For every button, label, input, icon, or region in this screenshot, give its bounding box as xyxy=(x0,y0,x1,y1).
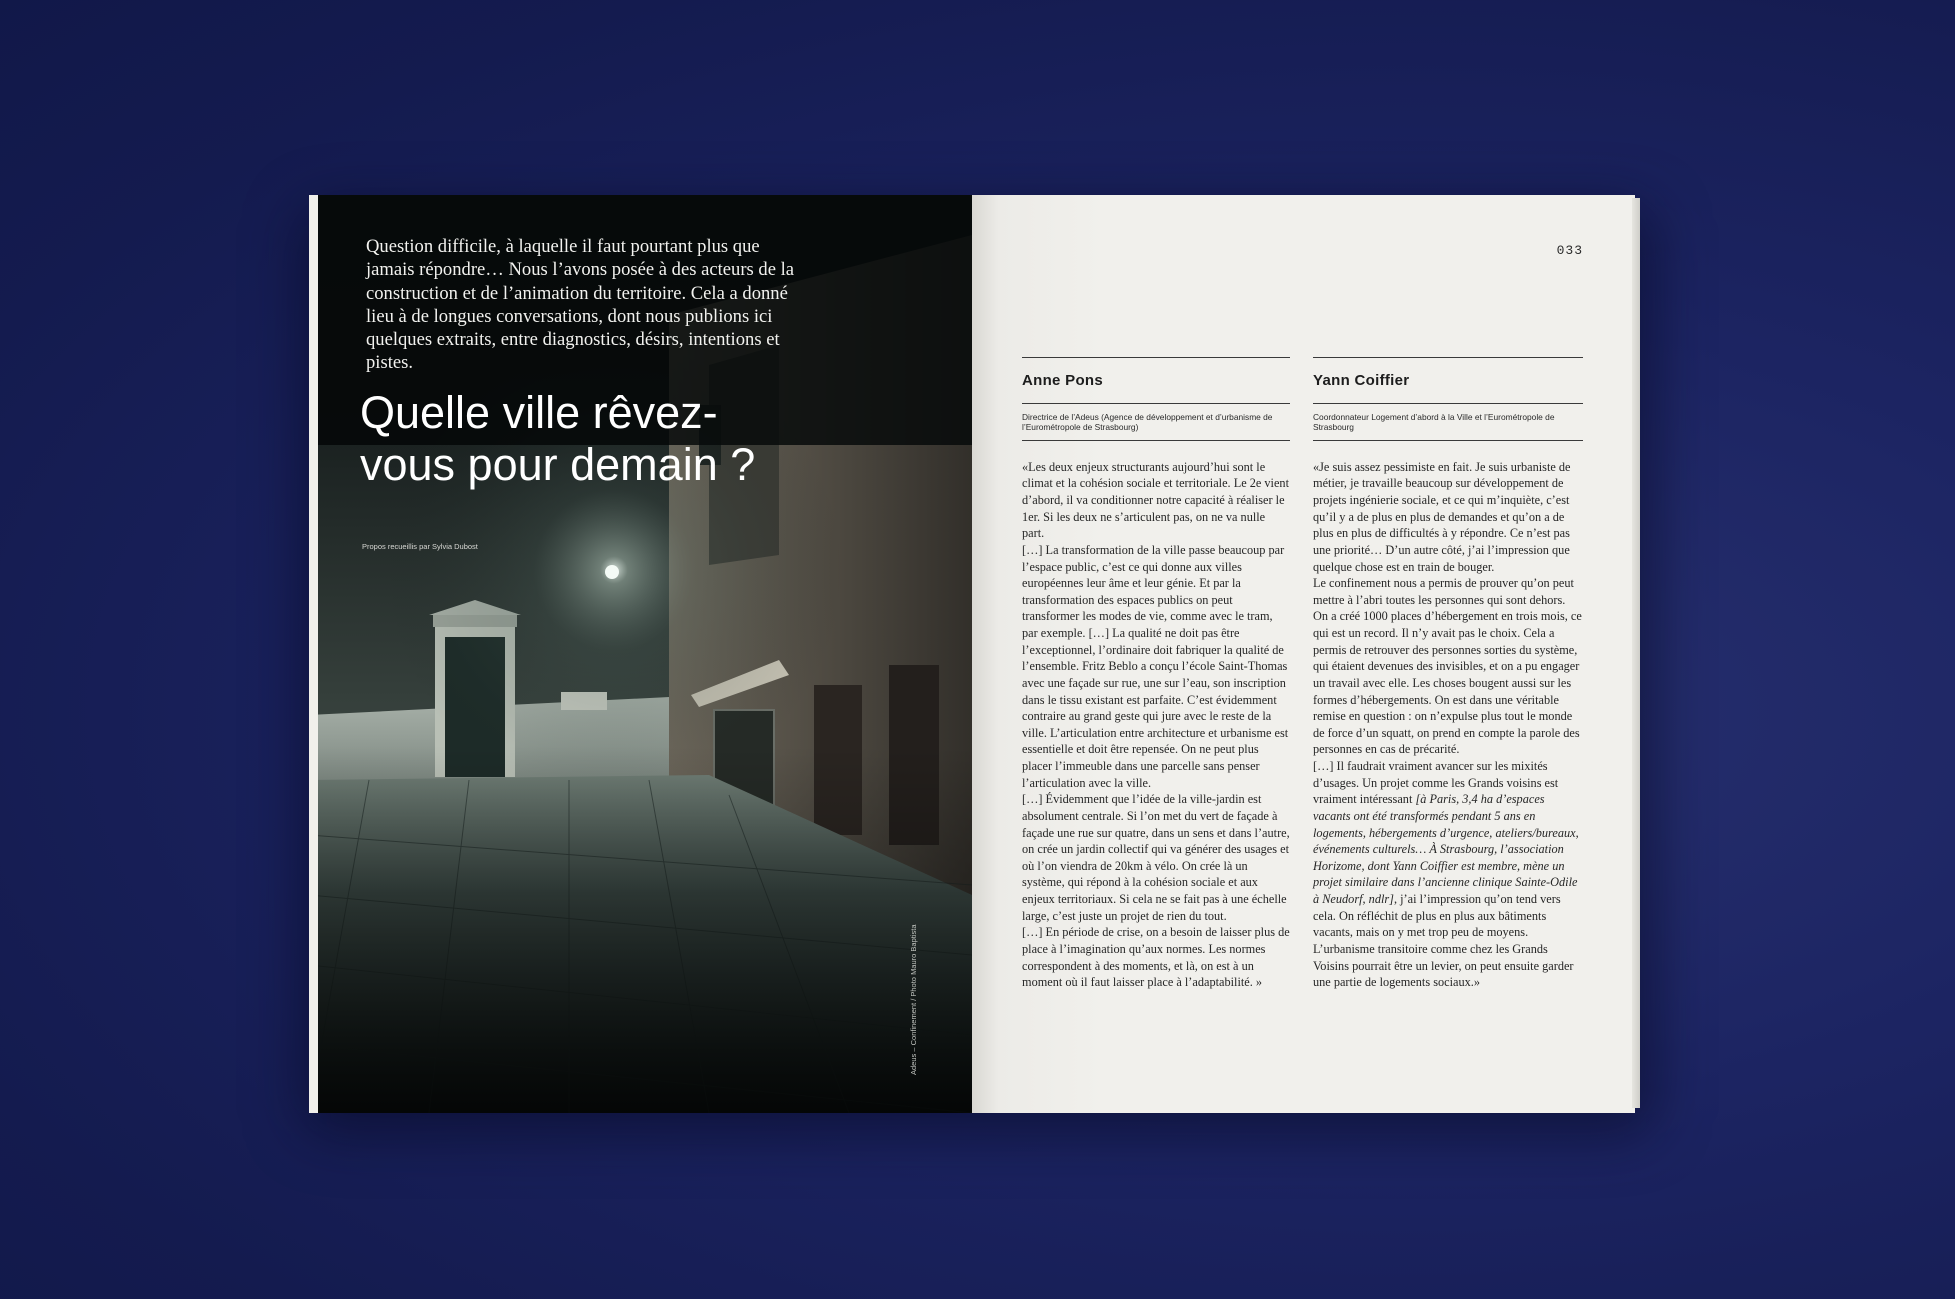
photo-credit: Adeus – Confinement / Photo Mauro Baptista xyxy=(909,924,918,1075)
interview-column-anne-pons xyxy=(1022,357,1290,991)
page-number: 033 xyxy=(1556,243,1583,258)
interview-text-part: «Je suis assez pessimiste en fait. Je suis urbaniste de métier, je travaille beaucoup sur développement de projets ingénierie sociale, et ce qui m’inquiète, c’est qu’il y a de plus en plus de demandes et qu’on a de plus en plus de difficultés à y répondre. Ce n’est pas une priorité… D’un autre côté, j’ai l’impression que quelque chose est en train de bouger. Le confinement nous a permis de prouver qu’on peut mettre à l’abri toutes les personnes qui sont dehors. On a créé 1000 places d’hébergement en trois mois, ce qui est un record. Il n’y avait pas le choix. Cela a permis de retrouver des personnes sorties du système, qui étaient devenues des invisibles, et on a pu engager un travail avec elle. Les choses bougent aussi sur les formes d’hébergements. On est dans une véritable remise en question : on n’expulse plus tout le monde de force d’un squatt, on prend en compte la parole des personnes en cas de précarité. […] Il faudrait vraiment avancer sur les mixités d’usages. Un projet comme les Grands voisins est vraiment intéressant xyxy=(1313,459,1582,807)
left-page xyxy=(309,195,972,1113)
interviewee-name: Yann Coiffier xyxy=(1313,372,1410,389)
editor-note: [à Paris, 3,4 ha d’espaces vacants ont été transformés pendant 5 ans en logements, hébergements d’urgence, ateliers/bureaux, événements culturels… À Strasbourg, l’association Horizome, dont Yann Coiffier est membre, mène un projet similaire dans l’ancienne clinique Sainte-Odile à Neudorf, ndlr] xyxy=(1313,792,1579,907)
interview-column-yann-coiffier xyxy=(1313,357,1583,991)
right-page xyxy=(972,195,1635,1113)
byline: Propos recueillis par Sylvia Dubost xyxy=(362,542,478,551)
interviewee-role: Directrice de l’Adeus (Agence de développement et d’urbanisme de l’Eurométropole de Strasbourg) xyxy=(1022,412,1273,433)
divider xyxy=(1022,357,1290,358)
interviewee-name: Anne Pons xyxy=(1022,372,1104,389)
interview-text xyxy=(1313,459,1583,991)
interview-text: «Les deux enjeux structurants aujourd’hui sont le climat et la cohésion sociale et territoriale. Le 2e vient d’abord, il va conditionner notre capacité à réaliser le 1er. Si les deux ne s’articulent pas, on ne va nulle part. […] La transformation de la ville passe beaucoup par l’espace public, c’est ce qui donne aux villes européennes leur âme et leur génie. Et par la transformation des espaces publics on peut transformer les modes de vie, comme avec le tram, par exemple. […] La qualité ne doit pas être l’exceptionnel, l’ordinaire doit fabriquer la qualité de l’ensemble. Fritz Beblo a conçu l’école Saint-Thomas avec une façade sur rue, une sur l’eau, son inscription dans le tissu existant est parfaite. C’est évidemment contraire au grand geste qui jure avec le reste de la ville. L’articulation entre architecture et urbanisme est essentielle et doit être repensée. On ne peut plus placer l’immeuble dans une parcelle sans penser l’articulation avec la ville. […] Évidemment que l’idée de la ville-jardin est absolument centrale. Si l’on met du vert de façade à façade une rue sur quatre, dans un sens et dans l’autre, on crée un jardin collectif qui va générer des usages et où l’on viendra de 20km à vélo. On crée là un système, qui répond à la cohésion sociale et aux enjeux territoriaux. Si cela ne se fait pas à une échelle large, c’est juste un projet de rien du tout. […] En période de crise, on a besoin de laisser plus de place à l’imagination qu’aux normes. Les normes correspondent à des moments, et là, on est à un moment où il faut laisser place à l’adaptabilité. » xyxy=(1022,459,1290,990)
interview-text-part: , j’ai l’impression qu’on tend vers cela. On réfléchit de plus en plus aux bâtiments vacants, mais on y met trop peu de moyens. L’urbanisme transitoire comme chez les Grands Voisins pourrait être un levier, on peut ensuite garder une partie de logements sociaux.» xyxy=(1313,892,1574,990)
article-headline: Quelle ville rêvez-vous pour demain ? xyxy=(360,387,756,490)
intro-paragraph: Question difficile, à laquelle il faut pourtant plus que jamais répondre… Nous l’avons posée à des acteurs de la construction et de l’animation du territoire. Cela a donné lieu à de longues conversations, dont nous publions ici quelques extraits, entre diagnostics, désirs, intentions et pistes. xyxy=(366,236,795,374)
right-page-edge xyxy=(1632,198,1640,1108)
divider xyxy=(1022,440,1290,441)
divider xyxy=(1313,357,1583,358)
left-page-edge xyxy=(309,195,318,1113)
interviewee-role: Coordonnateur Logement d’abord à la Ville et l’Eurométropole de Strasbourg xyxy=(1313,412,1555,433)
divider xyxy=(1313,440,1583,441)
